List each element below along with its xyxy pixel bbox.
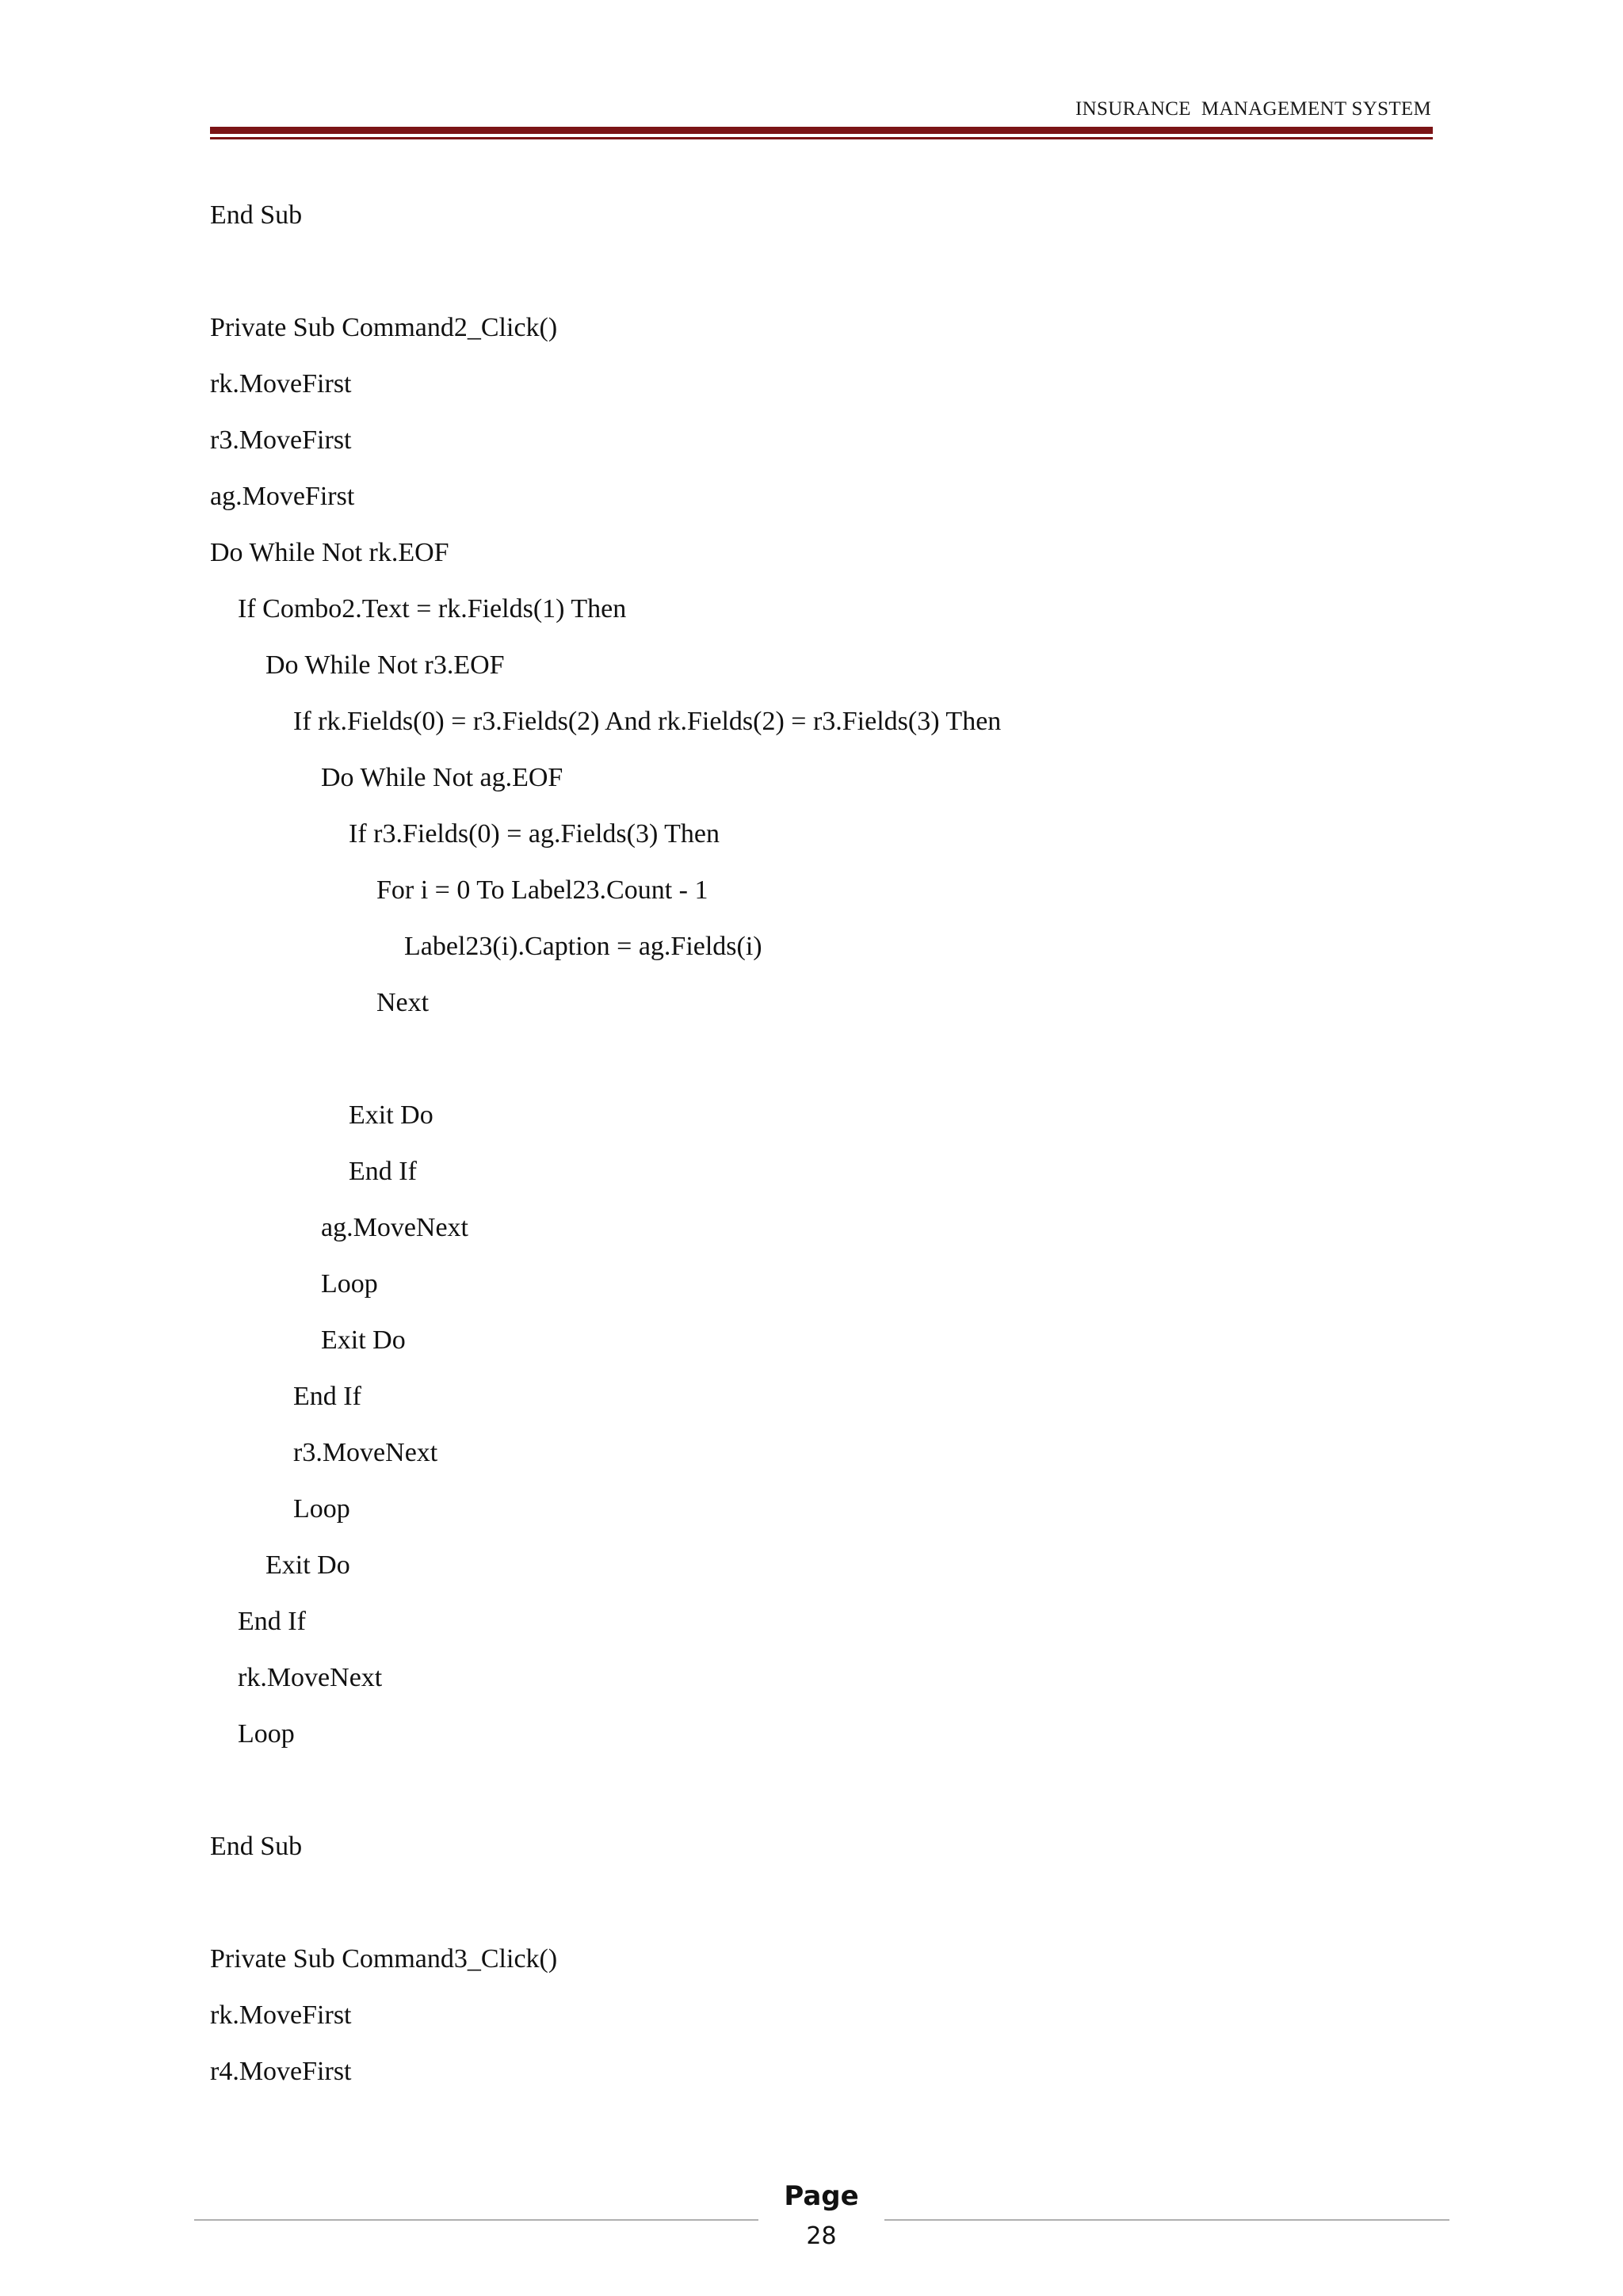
code-line: End If (293, 1382, 361, 1411)
code-line: Private Sub Command2_Click() (210, 313, 558, 342)
blank-line (210, 1884, 1001, 1940)
header-rule-thick (210, 127, 1433, 134)
code-line: rk.MoveFirst (210, 2000, 352, 2030)
code-line: Loop (321, 1269, 378, 1299)
blank-line (210, 253, 1001, 309)
code-line: Private Sub Command3_Click() (210, 1944, 558, 1974)
code-line: ag.MoveNext (321, 1213, 469, 1242)
code-line: r3.MoveFirst (210, 425, 352, 455)
code-line: r4.MoveFirst (210, 2057, 352, 2086)
code-listing (210, 196, 1001, 2109)
page-number: 28 (806, 2222, 837, 2250)
code-line: Loop (293, 1494, 350, 1524)
code-line: Do While Not r3.EOF (265, 650, 505, 680)
code-line: Exit Do (349, 1100, 433, 1130)
code-line: End If (349, 1157, 417, 1186)
code-line: Next (376, 988, 430, 1017)
code-line: For i = 0 To Label23.Count - 1 (376, 875, 708, 905)
code-line: If rk.Fields(0) = r3.Fields(2) And rk.Fields(2) = r3.Fields(3) Then (293, 707, 1002, 736)
code-line: rk.MoveFirst (210, 369, 352, 399)
code-line: Exit Do (321, 1325, 406, 1355)
code-line: rk.MoveNext (238, 1663, 383, 1692)
code-line: Label23(i).Caption = ag.Fields(i) (404, 932, 762, 961)
code-line: Loop (238, 1719, 295, 1749)
code-line: Do While Not ag.EOF (321, 763, 563, 792)
footer-rule-left (194, 2219, 758, 2221)
code-line: If Combo2.Text = rk.Fields(1) Then (238, 594, 627, 624)
code-line: If r3.Fields(0) = ag.Fields(3) Then (349, 819, 720, 849)
header-rule-thin (210, 137, 1433, 139)
footer-rule-right (884, 2219, 1449, 2221)
code-line: End Sub (210, 1832, 303, 1861)
code-line: Do While Not rk.EOF (210, 538, 449, 567)
code-line: End Sub (210, 200, 303, 230)
code-line: r3.MoveNext (293, 1438, 438, 1467)
code-line: End If (238, 1607, 306, 1636)
blank-line (210, 1772, 1001, 1828)
page-label: Page (784, 2180, 859, 2212)
code-line: Exit Do (265, 1550, 350, 1580)
code-line: ag.MoveFirst (210, 482, 355, 511)
blank-line (210, 1040, 1001, 1097)
header-title: INSURANCE MANAGEMENT SYSTEM (1075, 98, 1431, 120)
